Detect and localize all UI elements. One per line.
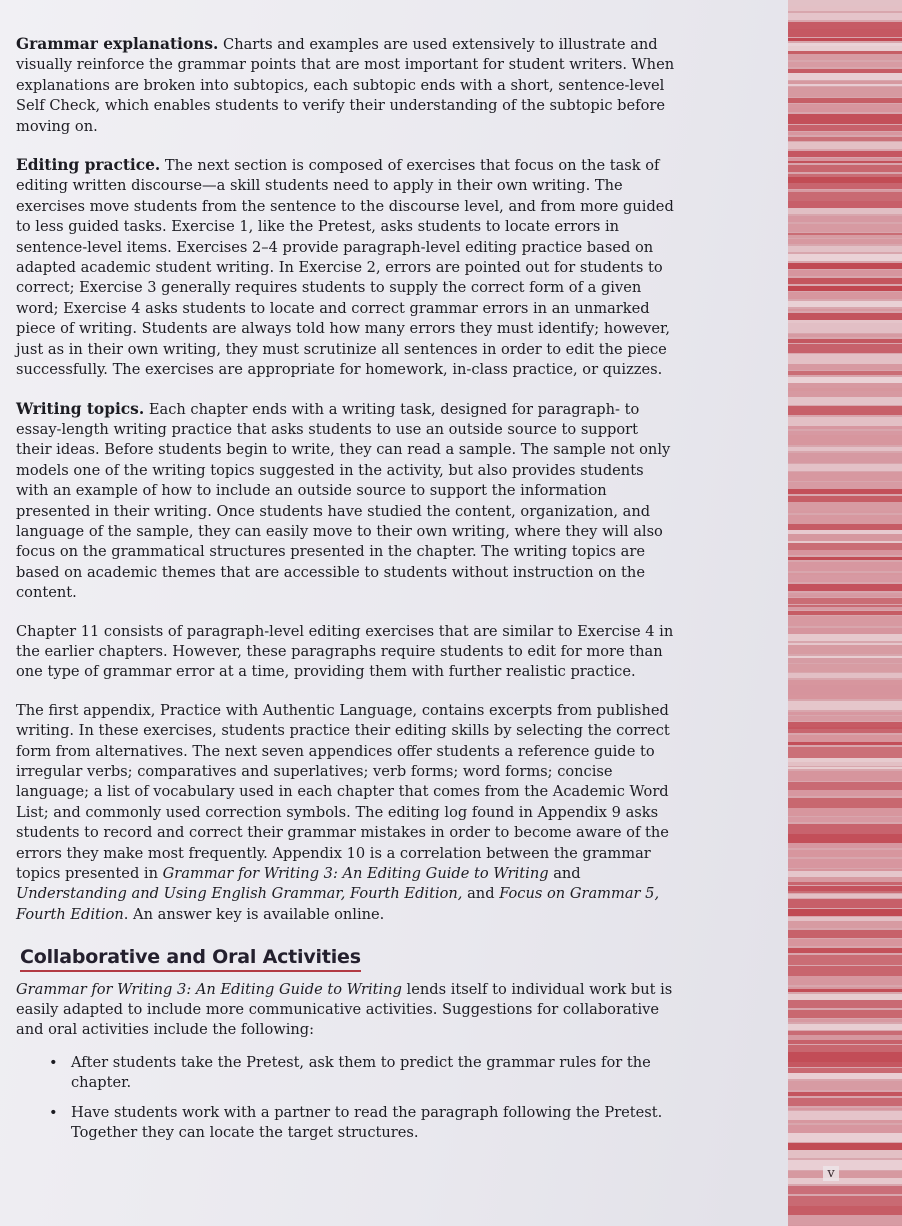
decorative-stripe xyxy=(788,453,902,463)
appendix-text-3: and xyxy=(462,885,500,903)
decorative-stripe xyxy=(788,939,902,946)
decorative-stripe xyxy=(788,762,902,766)
decorative-stripe xyxy=(788,989,902,992)
decorative-stripe xyxy=(788,534,902,541)
decorative-stripe xyxy=(788,598,902,604)
list-item-text: After students take the Pretest, ask them to predict the grammar rules for the chapter. xyxy=(71,1053,651,1092)
decorative-stripe xyxy=(788,278,902,284)
decorative-stripe xyxy=(788,216,902,222)
appendix-book-title-2: Understanding and Using English Grammar, Fourth Edition, xyxy=(16,885,463,903)
decorative-stripe xyxy=(788,192,902,201)
collaborative-section-heading: Collaborative and Oral Activities xyxy=(20,947,361,971)
decorative-stripe xyxy=(788,292,902,299)
decorative-stripe xyxy=(788,6,902,11)
decorative-stripe xyxy=(788,1215,902,1225)
decorative-stripe xyxy=(788,313,902,320)
decorative-stripe xyxy=(788,850,902,857)
decorative-stripe xyxy=(788,1160,902,1170)
decorative-stripe xyxy=(788,658,902,663)
decorative-stripe xyxy=(788,489,902,494)
collaborative-activities-list xyxy=(16,1053,676,1144)
decorative-stripe xyxy=(788,201,902,208)
decorative-stripe xyxy=(788,1196,902,1206)
decorative-stripe xyxy=(788,701,902,710)
decorative-stripe xyxy=(788,235,902,238)
decorative-stripe xyxy=(788,742,902,745)
decorative-stripe xyxy=(788,1052,902,1062)
decorative-stripe xyxy=(788,1108,902,1110)
decorative-stripe xyxy=(788,1120,902,1123)
decorative-stripe xyxy=(788,435,902,445)
decorative-stripe xyxy=(788,824,902,834)
decorative-stripe xyxy=(788,114,902,124)
decorative-stripe-band xyxy=(788,0,902,1226)
decorative-stripe xyxy=(788,309,902,311)
collaborative-intro-text: lends itself to individual work but is easily adapted to include more communicative activities. Suggestions for collaborative and oral activities include the following: xyxy=(16,980,673,1039)
decorative-stripe xyxy=(788,397,902,405)
decorative-stripe xyxy=(788,29,902,37)
decorative-stripe xyxy=(788,125,902,131)
decorative-stripe xyxy=(788,406,902,415)
decorative-stripe xyxy=(788,747,902,754)
grammar-explanations-paragraph xyxy=(16,34,676,137)
decorative-stripe xyxy=(788,1000,902,1008)
appendix-book-title-3: Focus on Grammar 5, Fourth Edition xyxy=(16,885,660,923)
appendix-text-4: . An answer key is available online. xyxy=(123,905,385,923)
list-item xyxy=(16,1053,676,1094)
decorative-stripe xyxy=(788,1186,902,1194)
decorative-stripe xyxy=(788,767,902,769)
decorative-stripe xyxy=(788,208,902,214)
decorative-stripe xyxy=(788,108,902,112)
decorative-stripe xyxy=(788,1143,902,1150)
decorative-stripe xyxy=(788,22,902,29)
decorative-stripe xyxy=(788,354,902,364)
writing-topics-heading: Writing topics. xyxy=(16,399,145,418)
decorative-stripe xyxy=(788,286,902,291)
decorative-stripe xyxy=(788,808,902,816)
decorative-stripe xyxy=(788,716,902,721)
decorative-stripe xyxy=(788,899,902,908)
decorative-stripe xyxy=(788,1133,902,1142)
decorative-stripe xyxy=(788,1098,902,1106)
decorative-stripe xyxy=(788,673,902,678)
collaborative-book-title: Grammar for Writing 3: An Editing Guide to Writing xyxy=(16,980,402,998)
decorative-stripe xyxy=(788,966,902,976)
decorative-stripe xyxy=(788,1171,902,1178)
appendix-text-1: The first appendix, Practice with Authentic Language, contains excerpts from published writing. In these exercises, students practice their editing skills by selecting the correct form from alternatives. The next seven appendices offer students a reference guide to irregular verbs; comparatives and superlatives; verb forms; word forms; concise language; a list of vocabulary used in each chapter that comes from the Academic Word List; and commonly used correction symbols. The editing log found in Appendix 9 asks students to record and correct their grammar mistakes in order to become aware of the errors they make most frequently. Appendix 10 is a correlation between the grammar topics presented in xyxy=(16,701,670,883)
decorative-stripe xyxy=(788,371,902,375)
decorative-stripe xyxy=(788,339,902,343)
decorative-stripe xyxy=(788,344,902,353)
decorative-stripe xyxy=(788,616,902,626)
decorative-stripe xyxy=(788,38,902,41)
appendix-paragraph xyxy=(16,701,676,925)
decorative-stripe xyxy=(788,301,902,307)
editing-practice-paragraph xyxy=(16,155,676,380)
decorative-stripe xyxy=(788,511,902,513)
decorative-stripe xyxy=(788,834,902,843)
decorative-stripe xyxy=(788,239,902,244)
decorative-stripe xyxy=(788,364,902,370)
bullet-icon: • xyxy=(49,1103,58,1121)
decorative-stripe xyxy=(788,729,902,733)
decorative-stripe xyxy=(788,634,902,641)
decorative-stripe xyxy=(788,254,902,261)
decorative-stripe xyxy=(788,1081,902,1090)
decorative-stripe xyxy=(788,955,902,965)
editing-practice-heading: Editing practice. xyxy=(16,156,161,175)
decorative-stripe xyxy=(788,1178,902,1184)
decorative-stripe xyxy=(788,447,902,451)
grammar-explanations-heading: Grammar explanations. xyxy=(16,35,219,53)
list-item xyxy=(16,1103,676,1144)
decorative-stripe xyxy=(788,1092,902,1096)
decorative-stripe xyxy=(788,137,902,141)
decorative-stripe xyxy=(788,1019,902,1022)
decorative-stripe xyxy=(788,62,902,67)
decorative-stripe xyxy=(788,165,902,172)
decorative-stripe xyxy=(788,695,902,699)
decorative-stripe xyxy=(788,891,902,893)
collaborative-intro-paragraph xyxy=(16,980,676,1041)
decorative-stripe xyxy=(788,1150,902,1158)
decorative-stripe xyxy=(788,270,902,276)
decorative-stripe xyxy=(788,782,902,790)
decorative-stripe xyxy=(788,502,902,511)
decorative-stripe xyxy=(788,98,902,103)
decorative-stripe xyxy=(788,575,902,582)
decorative-stripe xyxy=(788,334,902,337)
decorative-stripe xyxy=(788,142,902,149)
decorative-stripe xyxy=(788,909,902,916)
decorative-stripe xyxy=(788,611,902,615)
decorative-stripe xyxy=(788,417,902,426)
appendix-text-2: and xyxy=(548,865,581,883)
decorative-stripe xyxy=(788,161,902,163)
decorative-stripe xyxy=(788,246,902,252)
list-item-text: Have students work with a partner to read the paragraph following the Pretest. Together they can locate the target structures. xyxy=(71,1103,663,1142)
decorative-stripe xyxy=(788,607,902,610)
grammar-explanations-text: Charts and examples are used extensively to illustrate and visually reinforce the grammar points that are most important for student writers. When explanations are broken into subtopics, each subtopic ends with a short, sentence-level Self Check, which enables students to verify their understanding of the subtopic before moving on. xyxy=(16,36,675,135)
decorative-stripe xyxy=(788,1073,902,1079)
decorative-stripe xyxy=(788,1111,902,1120)
decorative-stripe xyxy=(788,87,902,97)
writing-topics-paragraph xyxy=(16,399,676,604)
decorative-stripe xyxy=(788,843,902,848)
decorative-stripe xyxy=(788,595,902,597)
decorative-stripe xyxy=(788,73,902,80)
decorative-stripe xyxy=(788,426,902,429)
decorative-stripe xyxy=(788,132,902,135)
decorative-stripe xyxy=(788,735,902,742)
decorative-stripe xyxy=(788,84,902,86)
decorative-stripe xyxy=(788,224,902,232)
decorative-stripe xyxy=(788,1206,902,1215)
writing-topics-text: Each chapter ends with a writing task, designed for paragraph- to essay-length writing practice that asks students to use an outside source to support their ideas. Before students begin to write, they can read a sample. The sample not only models one of the writing topics suggested in the activity, but also provides students with an example of how to include an outside source to support the information presented in their writing. Once students have studied the content, organization, and language of the sample, they can easily move to their own writing, where they will also focus on the grammatical structures presented in the chapter. The writing topics are based on academic themes that are accessible to students without instruction on the content. xyxy=(16,400,671,602)
page-number: v xyxy=(823,1166,839,1181)
decorative-stripe xyxy=(788,712,902,715)
decorative-stripe xyxy=(788,464,902,471)
page-content xyxy=(16,34,676,1153)
decorative-stripe xyxy=(788,685,902,695)
editing-practice-text: The next section is composed of exercises that focus on the task of editing written discourse—a skill students need to apply in their own writing. The exercises move students from the sentence to the discourse level, and from more guided to less guided tasks. Exercise 1, like the Pretest, asks students to locate errors in sentence-level items. Exercises 2–4 provide paragraph-level editing practice based on adapted academic student writing. In Exercise 2, errors are pointed out for students to correct; Exercise 3 generally requires students to supply the correct form of a given word; Exercise 4 asks students to locate and correct grammar errors in an unmarked piece of writing. Students are always told how many errors they must identify; however, just as in their own writing, they must scrutinize all sentences in order to edit the piece successfully. The exercises are appropriate for homework, in-class practice, or quizzes. xyxy=(16,157,674,379)
decorative-stripe xyxy=(788,557,902,560)
decorative-stripe xyxy=(788,976,902,985)
decorative-stripe xyxy=(788,1040,902,1044)
decorative-stripe xyxy=(788,562,902,571)
decorative-stripe xyxy=(788,550,902,555)
decorative-stripe xyxy=(788,664,902,672)
decorative-stripe xyxy=(788,472,902,481)
decorative-stripe xyxy=(788,1024,902,1030)
decorative-stripe xyxy=(788,54,902,60)
decorative-stripe xyxy=(788,482,902,489)
decorative-stripe xyxy=(788,515,902,524)
decorative-stripe xyxy=(788,859,902,868)
decorative-stripe xyxy=(788,894,902,898)
decorative-stripe xyxy=(788,183,902,189)
decorative-stripe xyxy=(788,817,902,822)
appendix-book-title-1: Grammar for Writing 3: An Editing Guide to Writing xyxy=(162,865,549,883)
decorative-stripe xyxy=(788,921,902,928)
decorative-stripe xyxy=(788,1045,902,1052)
decorative-stripe xyxy=(788,930,902,938)
decorative-stripe xyxy=(788,798,902,808)
decorative-stripe xyxy=(788,263,902,269)
decorative-stripe xyxy=(788,771,902,781)
decorative-stripe xyxy=(788,1010,902,1018)
decorative-stripe xyxy=(788,13,902,20)
chapter-11-paragraph: Chapter 11 consists of paragraph-level editing exercises that are similar to Exercise 4 in the earlier chapters. However, these paragraphs require students to edit for more than one type of grammar error at a time, providing them with further realistic practice. xyxy=(16,622,674,681)
decorative-stripe xyxy=(788,948,902,953)
decorative-stripe xyxy=(788,584,902,591)
decorative-stripe xyxy=(788,323,902,333)
decorative-stripe xyxy=(788,882,902,885)
decorative-stripe xyxy=(788,790,902,796)
decorative-stripe xyxy=(788,543,902,550)
decorative-stripe xyxy=(788,1125,902,1133)
bullet-icon: • xyxy=(49,1053,58,1071)
decorative-stripe xyxy=(788,1062,902,1067)
decorative-stripe xyxy=(788,645,902,654)
decorative-stripe xyxy=(788,151,902,157)
